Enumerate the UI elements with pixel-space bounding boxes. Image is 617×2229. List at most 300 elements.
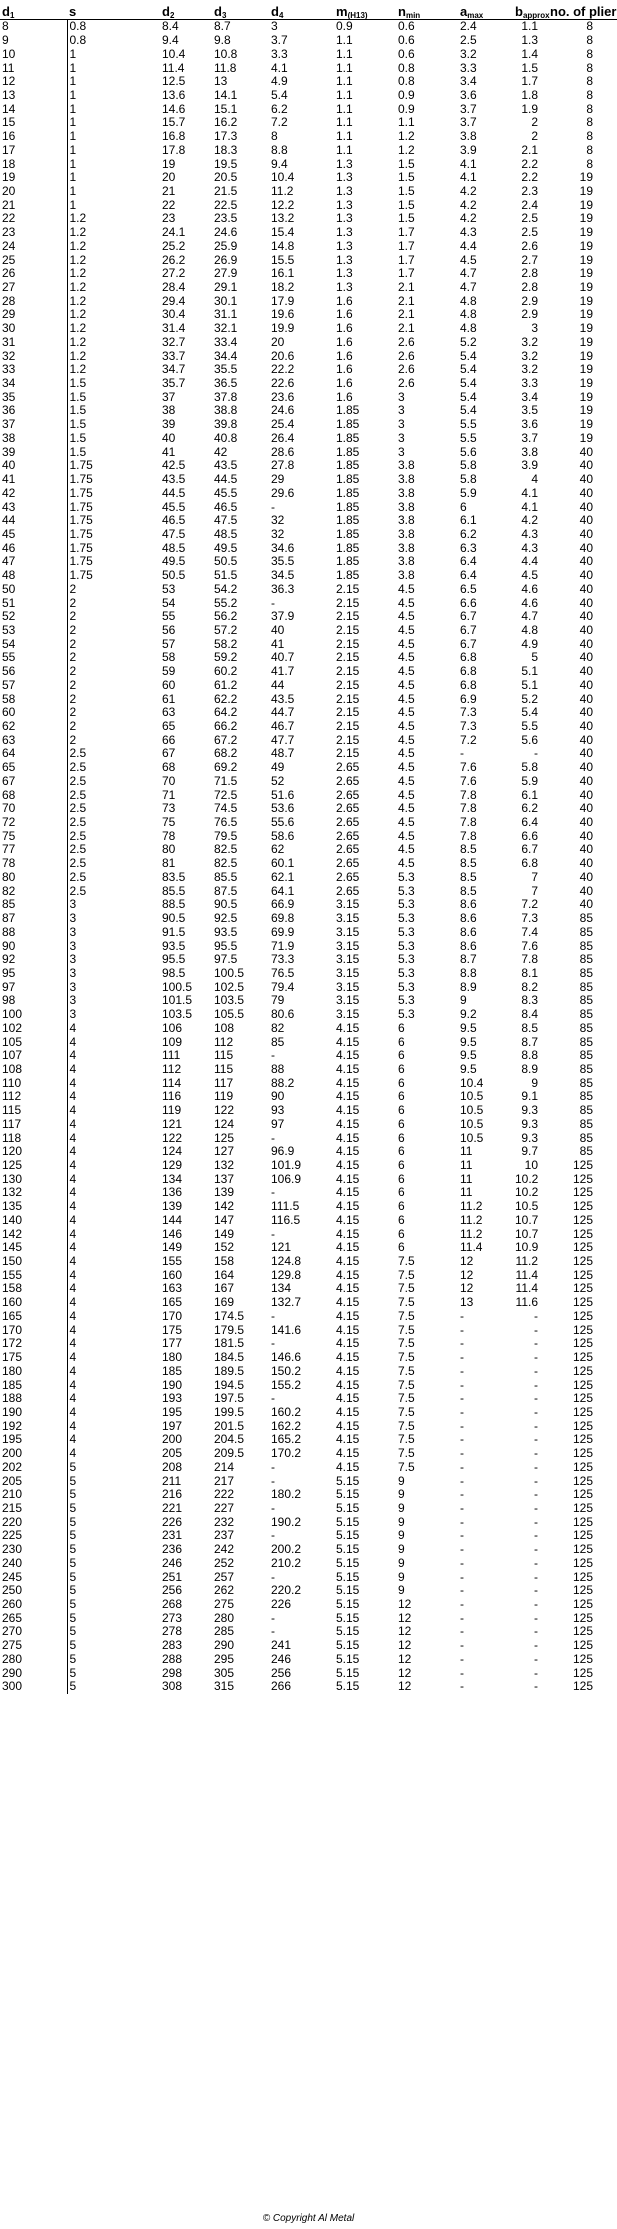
table-cell: 2.15: [336, 705, 360, 720]
table-cell: 2.15: [336, 623, 360, 637]
table-cell: 81: [162, 856, 176, 871]
table-cell: 6: [398, 1158, 405, 1173]
table-cell: 3: [398, 417, 405, 432]
table-cell: -: [534, 1652, 538, 1666]
table-cell: 9.5: [460, 1062, 477, 1076]
table-cell: 19: [579, 198, 593, 212]
table-cell: 4.5: [398, 637, 415, 651]
table-cell: 222: [214, 1487, 235, 1502]
table-cell: 44.5: [162, 486, 186, 500]
table-cell: 14.1: [214, 88, 238, 102]
table-cell: 8.7: [460, 952, 477, 967]
table-row: [0, 528, 617, 542]
table-cell: 1.75: [69, 472, 93, 487]
table-cell: 40: [579, 568, 593, 583]
table-cell: 5: [69, 1666, 77, 1680]
table-cell: -: [460, 747, 464, 761]
table-cell: 242: [214, 1542, 235, 1557]
table-cell: 57.2: [214, 623, 238, 637]
table-cell: 4: [69, 1295, 77, 1310]
table-cell: 17: [0, 143, 67, 157]
table-cell: -: [534, 1405, 538, 1419]
table-cell: 125: [572, 1295, 593, 1310]
table-cell: 1.1: [336, 143, 353, 157]
table-cell: 3.4: [460, 74, 477, 89]
table-row: [0, 404, 617, 418]
table-cell: -: [534, 1556, 538, 1570]
table-cell: 6.8: [460, 651, 477, 665]
table-cell: 125: [572, 1227, 593, 1241]
table-cell: 1.2: [69, 280, 87, 295]
table-cell: 85.5: [162, 884, 186, 898]
table-row: [0, 582, 617, 596]
table-cell: 134: [271, 1282, 292, 1296]
table-cell: 1.3: [336, 280, 353, 295]
table-cell: 87.5: [214, 884, 238, 898]
table-cell: 6.5: [460, 582, 477, 596]
table-cell: 179.5: [214, 1323, 245, 1337]
table-cell: 4.15: [336, 1446, 360, 1461]
table-cell: -: [534, 747, 538, 761]
table-cell: 62.2: [214, 692, 238, 706]
table-cell: 3: [69, 966, 77, 980]
table-cell: 112: [162, 1062, 182, 1076]
table-cell: 97.5: [214, 952, 238, 967]
table-cell: 85: [579, 1076, 593, 1090]
table-cell: 185: [162, 1364, 183, 1378]
table-cell: 1: [69, 184, 77, 198]
table-cell: 8.9: [460, 980, 477, 994]
table-cell: 29: [271, 472, 285, 487]
table-cell: 23.6: [271, 390, 295, 404]
table-cell: 4: [69, 1076, 77, 1090]
table-cell: 170: [0, 1323, 67, 1337]
table-cell: 8.8: [521, 1048, 538, 1063]
table-row: [0, 102, 617, 116]
table-cell: 40: [579, 733, 593, 747]
table-cell: -: [534, 1611, 538, 1625]
table-cell: 14: [0, 102, 67, 116]
table-cell: 112: [214, 1035, 234, 1049]
table-cell: -: [460, 1337, 464, 1351]
table-cell: 80.6: [271, 1007, 295, 1022]
table-row: [0, 1392, 617, 1406]
table-cell: -: [460, 1350, 464, 1365]
table-cell: 7.5: [398, 1295, 415, 1310]
table-cell: 11.4: [515, 1282, 538, 1296]
table-cell: 8: [586, 33, 593, 48]
table-cell: 9: [0, 34, 67, 48]
table-row: [0, 500, 617, 514]
table-cell: 30.1: [214, 294, 238, 308]
table-cell: 3.6: [460, 88, 477, 102]
table-cell: 10.4: [162, 47, 186, 61]
table-cell: 124.8: [271, 1254, 302, 1269]
table-cell: 3: [69, 994, 77, 1008]
table-cell: 57: [0, 679, 67, 693]
table-cell: 40: [579, 843, 593, 857]
table-cell: 50: [0, 582, 67, 596]
table-row: [0, 1460, 617, 1474]
table-cell: 37.8: [214, 390, 238, 404]
table-cell: 6: [398, 1035, 405, 1049]
table-cell: 48.5: [214, 527, 238, 541]
table-cell: 5.9: [460, 486, 477, 500]
table-cell: 7.8: [460, 801, 477, 816]
table-cell: 75: [162, 815, 176, 830]
table-cell: 1.3: [336, 184, 353, 198]
table-row: [0, 802, 617, 816]
table-cell: 48.5: [162, 541, 186, 555]
table-row: [0, 1118, 617, 1132]
table-row: [0, 1419, 617, 1433]
table-cell: 5.2: [521, 692, 538, 706]
table-cell: 4.5: [398, 788, 415, 802]
table-cell: 1.6: [336, 362, 353, 377]
table-cell: 6.8: [521, 856, 538, 871]
table-cell: 82: [0, 884, 67, 898]
table-cell: 20.5: [214, 170, 238, 185]
table-cell: 5.15: [336, 1556, 360, 1570]
table-cell: 12.5: [162, 74, 186, 89]
table-cell: 134: [162, 1172, 183, 1186]
table-cell: 4.15: [336, 1144, 360, 1159]
table-cell: 199.5: [214, 1405, 245, 1419]
table-cell: 63: [162, 705, 176, 720]
table-cell: 2.65: [336, 870, 360, 884]
table-row: [0, 1447, 617, 1461]
table-cell: 31: [0, 336, 67, 350]
table-cell: 3: [69, 898, 77, 912]
table-cell: 43.5: [162, 472, 186, 487]
table-row: [0, 130, 617, 144]
table-cell: 4: [69, 1048, 77, 1063]
table-row: [0, 939, 617, 953]
table-cell: 6: [398, 1199, 405, 1214]
table-cell: 40: [579, 760, 593, 775]
table-cell: 1.3: [336, 212, 353, 226]
table-cell: -: [271, 1048, 275, 1063]
table-cell: 2.65: [336, 829, 360, 843]
table-row: [0, 994, 617, 1008]
table-cell: 195: [0, 1433, 67, 1447]
table-cell: 10.2: [515, 1186, 539, 1200]
table-cell: 130: [0, 1172, 67, 1186]
table-cell: 6.8: [460, 678, 477, 692]
table-cell: 2.6: [398, 376, 415, 391]
table-cell: 4.5: [398, 609, 415, 624]
table-cell: 197: [162, 1419, 183, 1433]
table-cell: 16.1: [271, 266, 295, 281]
table-cell: 34.7: [162, 362, 186, 377]
table-cell: 106.9: [271, 1172, 302, 1186]
table-cell: -: [534, 1501, 538, 1515]
table-cell: -: [271, 1227, 275, 1241]
table-cell: 42: [214, 445, 228, 459]
table-cell: 75: [0, 829, 67, 843]
table-cell: -: [460, 1433, 464, 1447]
table-cell: 211: [162, 1474, 182, 1488]
table-cell: 7.5: [398, 1323, 415, 1337]
table-cell: 214: [214, 1460, 235, 1474]
table-cell: 3.15: [336, 994, 360, 1008]
table-cell: 4: [69, 1240, 77, 1255]
table-cell: 6.8: [460, 664, 477, 679]
table-cell: 36.5: [214, 376, 238, 391]
table-cell: 4.15: [336, 1131, 360, 1145]
table-cell: 250: [0, 1584, 67, 1598]
table-row: [0, 363, 617, 377]
table-cell: 11.2: [460, 1213, 483, 1227]
table-row: [0, 1570, 617, 1584]
table-cell: 19: [579, 308, 593, 322]
table-cell: -: [534, 1597, 538, 1612]
table-cell: 1.6: [336, 335, 353, 349]
table-cell: 155: [162, 1254, 183, 1269]
table-cell: 0.8: [69, 33, 87, 48]
table-cell: 9: [460, 994, 467, 1008]
table-cell: -: [534, 1515, 538, 1529]
table-cell: 290: [214, 1638, 235, 1653]
table-cell: 125: [572, 1391, 593, 1406]
table-cell: 41: [162, 445, 176, 459]
table-cell: 19: [579, 321, 593, 336]
table-cell: 2.15: [336, 664, 360, 679]
table-cell: 266: [271, 1679, 292, 1694]
table-cell: 125: [572, 1529, 593, 1543]
table-cell: 180: [0, 1364, 67, 1378]
table-cell: 4: [69, 1309, 77, 1323]
table-cell: 1.75: [69, 555, 93, 569]
table-cell: 4.1: [521, 500, 538, 514]
table-cell: 6: [398, 1227, 405, 1241]
table-cell: 3: [69, 1007, 77, 1022]
table-cell: 11.4: [515, 1268, 538, 1282]
table-cell: 93.5: [162, 939, 186, 953]
table-cell: 1.85: [336, 445, 360, 459]
table-row: [0, 198, 617, 212]
table-cell: 3.7: [460, 102, 477, 116]
table-cell: 125: [572, 1419, 593, 1433]
table-cell: 93: [271, 1103, 285, 1118]
table-cell: 280: [0, 1653, 67, 1667]
table-cell: 8: [586, 88, 593, 102]
table-row: [0, 1200, 617, 1214]
table-cell: 1.75: [69, 541, 93, 555]
table-cell: 7.5: [398, 1419, 415, 1433]
table-cell: -: [460, 1652, 464, 1666]
table-cell: 9: [398, 1570, 405, 1584]
table-cell: 1.7: [398, 266, 415, 281]
table-cell: 2.15: [336, 609, 360, 624]
table-cell: 221: [162, 1501, 183, 1515]
table-cell: 1: [69, 129, 77, 144]
table-cell: 7.4: [521, 925, 538, 939]
table-cell: 5.5: [460, 431, 477, 445]
table-cell: 15.4: [271, 225, 295, 240]
table-row: [0, 665, 617, 679]
table-cell: 6.7: [460, 623, 477, 637]
table-cell: 34: [0, 377, 67, 391]
table-cell: -: [460, 1597, 464, 1612]
table-cell: 2.15: [336, 651, 360, 665]
table-cell: 8.7: [521, 1035, 538, 1049]
table-cell: 76.5: [271, 966, 295, 980]
table-cell: -: [460, 1556, 464, 1570]
table-cell: 40.8: [214, 431, 238, 445]
table-cell: 8: [586, 116, 593, 130]
table-cell: 237: [214, 1529, 235, 1543]
table-cell: 4: [69, 1378, 77, 1392]
table-cell: 139: [214, 1186, 235, 1200]
table-cell: 13: [0, 89, 67, 103]
table-cell: 15.5: [271, 253, 295, 267]
table-cell: 268: [162, 1597, 183, 1612]
table-cell: 230: [0, 1543, 67, 1557]
table-cell: 40: [579, 651, 593, 665]
table-cell: 4.6: [521, 582, 538, 596]
table-cell: 6: [398, 1117, 405, 1131]
table-cell: 144: [162, 1213, 183, 1227]
table-cell: 5.4: [271, 88, 288, 102]
table-cell: 4.1: [271, 61, 288, 75]
table-cell: 125: [572, 1213, 593, 1227]
table-row: [0, 226, 617, 240]
table-cell: 4.4: [460, 239, 477, 253]
table-cell: 26.2: [162, 253, 186, 267]
table-cell: 283: [162, 1638, 183, 1653]
table-cell: -: [534, 1337, 538, 1351]
table-cell: -: [460, 1419, 464, 1433]
table-cell: 125: [572, 1679, 593, 1694]
table-cell: -: [460, 1542, 464, 1557]
table-cell: 232: [214, 1515, 235, 1529]
table-row: [0, 116, 617, 130]
table-cell: 8: [586, 143, 593, 157]
table-cell: 6.6: [460, 596, 477, 610]
table-cell: 3.7: [460, 116, 477, 130]
table-cell: 1.1: [521, 19, 538, 34]
table-cell: 2.8: [521, 266, 538, 281]
table-cell: 3.15: [336, 898, 360, 912]
table-cell: 43.5: [271, 692, 295, 706]
table-cell: 3.2: [521, 335, 538, 349]
table-cell: 124: [214, 1117, 235, 1131]
table-row: [0, 1364, 617, 1378]
table-cell: 1: [69, 102, 77, 116]
table-cell: 4.5: [398, 664, 415, 679]
table-cell: 205: [162, 1446, 183, 1461]
table-cell: 85: [579, 1035, 593, 1049]
table-cell: 4.9: [521, 637, 538, 651]
table-cell: 2.4: [521, 198, 538, 212]
table-cell: -: [534, 1625, 538, 1639]
table-cell: 0.6: [398, 47, 415, 61]
table-cell: 11: [460, 1144, 473, 1159]
column-header-label: d: [2, 4, 10, 19]
table-cell: 204.5: [214, 1433, 245, 1447]
table-cell: 40: [579, 445, 593, 459]
table-row: [0, 980, 617, 994]
table-cell: 7.6: [460, 774, 477, 788]
table-cell: 48.7: [271, 747, 295, 761]
table-cell: 8.1: [521, 966, 538, 980]
table-row: [0, 624, 617, 638]
table-cell: 3.8: [398, 486, 415, 500]
table-cell: 2.1: [398, 308, 415, 322]
table-cell: 4: [69, 1158, 77, 1173]
table-row: [0, 1255, 617, 1269]
table-cell: 10.4: [271, 170, 295, 185]
table-cell: 273: [162, 1611, 183, 1625]
table-cell: -: [271, 1186, 275, 1200]
table-cell: 25.9: [214, 239, 238, 253]
table-cell: 2.65: [336, 801, 360, 816]
table-row: [0, 143, 617, 157]
table-cell: 3.15: [336, 966, 360, 980]
table-cell: 8.6: [460, 898, 477, 912]
table-row: [0, 1639, 617, 1653]
table-cell: 5.3: [398, 980, 415, 994]
column-header-subscript: 1: [9, 11, 15, 20]
column-header-subscript: 4: [278, 11, 284, 20]
table-cell: 43.5: [214, 459, 238, 473]
table-cell: 19: [579, 404, 593, 418]
table-cell: 47: [0, 555, 67, 569]
table-cell: 12: [460, 1268, 474, 1282]
column-header-label: s: [69, 4, 77, 19]
table-cell: 6.7: [521, 843, 538, 857]
table-row: [0, 514, 617, 528]
table-cell: 2: [69, 623, 77, 637]
table-cell: 8: [586, 19, 593, 34]
table-row: [0, 253, 617, 267]
table-cell: 5.4: [460, 404, 477, 418]
table-cell: -: [460, 1625, 464, 1639]
table-cell: 19: [579, 225, 593, 240]
column-header-subscript: (H13): [347, 11, 368, 20]
table-cell: 88.5: [162, 898, 186, 912]
table-cell: 260: [0, 1598, 67, 1612]
table-cell: 8.8: [460, 966, 477, 980]
table-cell: 17.8: [162, 143, 186, 157]
table-cell: 66.9: [271, 898, 295, 912]
table-cell: 85: [579, 1007, 593, 1022]
table-cell: 1.3: [336, 198, 353, 212]
table-cell: 5: [69, 1460, 77, 1474]
table-cell: 38: [162, 404, 176, 418]
table-cell: 125: [572, 1460, 593, 1474]
table-cell: 4.15: [336, 1295, 360, 1310]
table-cell: 4.9: [271, 74, 288, 89]
table-cell: 4: [69, 1144, 77, 1159]
table-cell: 4.15: [336, 1268, 360, 1282]
table-cell: 2.5: [69, 884, 87, 898]
table-cell: 6.1: [460, 513, 477, 528]
table-cell: 40: [162, 431, 176, 445]
table-cell: 31.1: [214, 308, 238, 322]
table-cell: 3: [271, 19, 278, 34]
table-cell: 93.5: [214, 925, 238, 939]
table-cell: 121: [271, 1240, 292, 1255]
table-cell: 162.2: [271, 1419, 302, 1433]
table-cell: 251: [162, 1570, 183, 1584]
table-cell: 4: [69, 1062, 77, 1076]
table-cell: 8.5: [460, 856, 477, 871]
table-cell: 45: [0, 528, 67, 542]
table-cell: 1.85: [336, 417, 360, 432]
table-cell: 4.15: [336, 1309, 360, 1323]
